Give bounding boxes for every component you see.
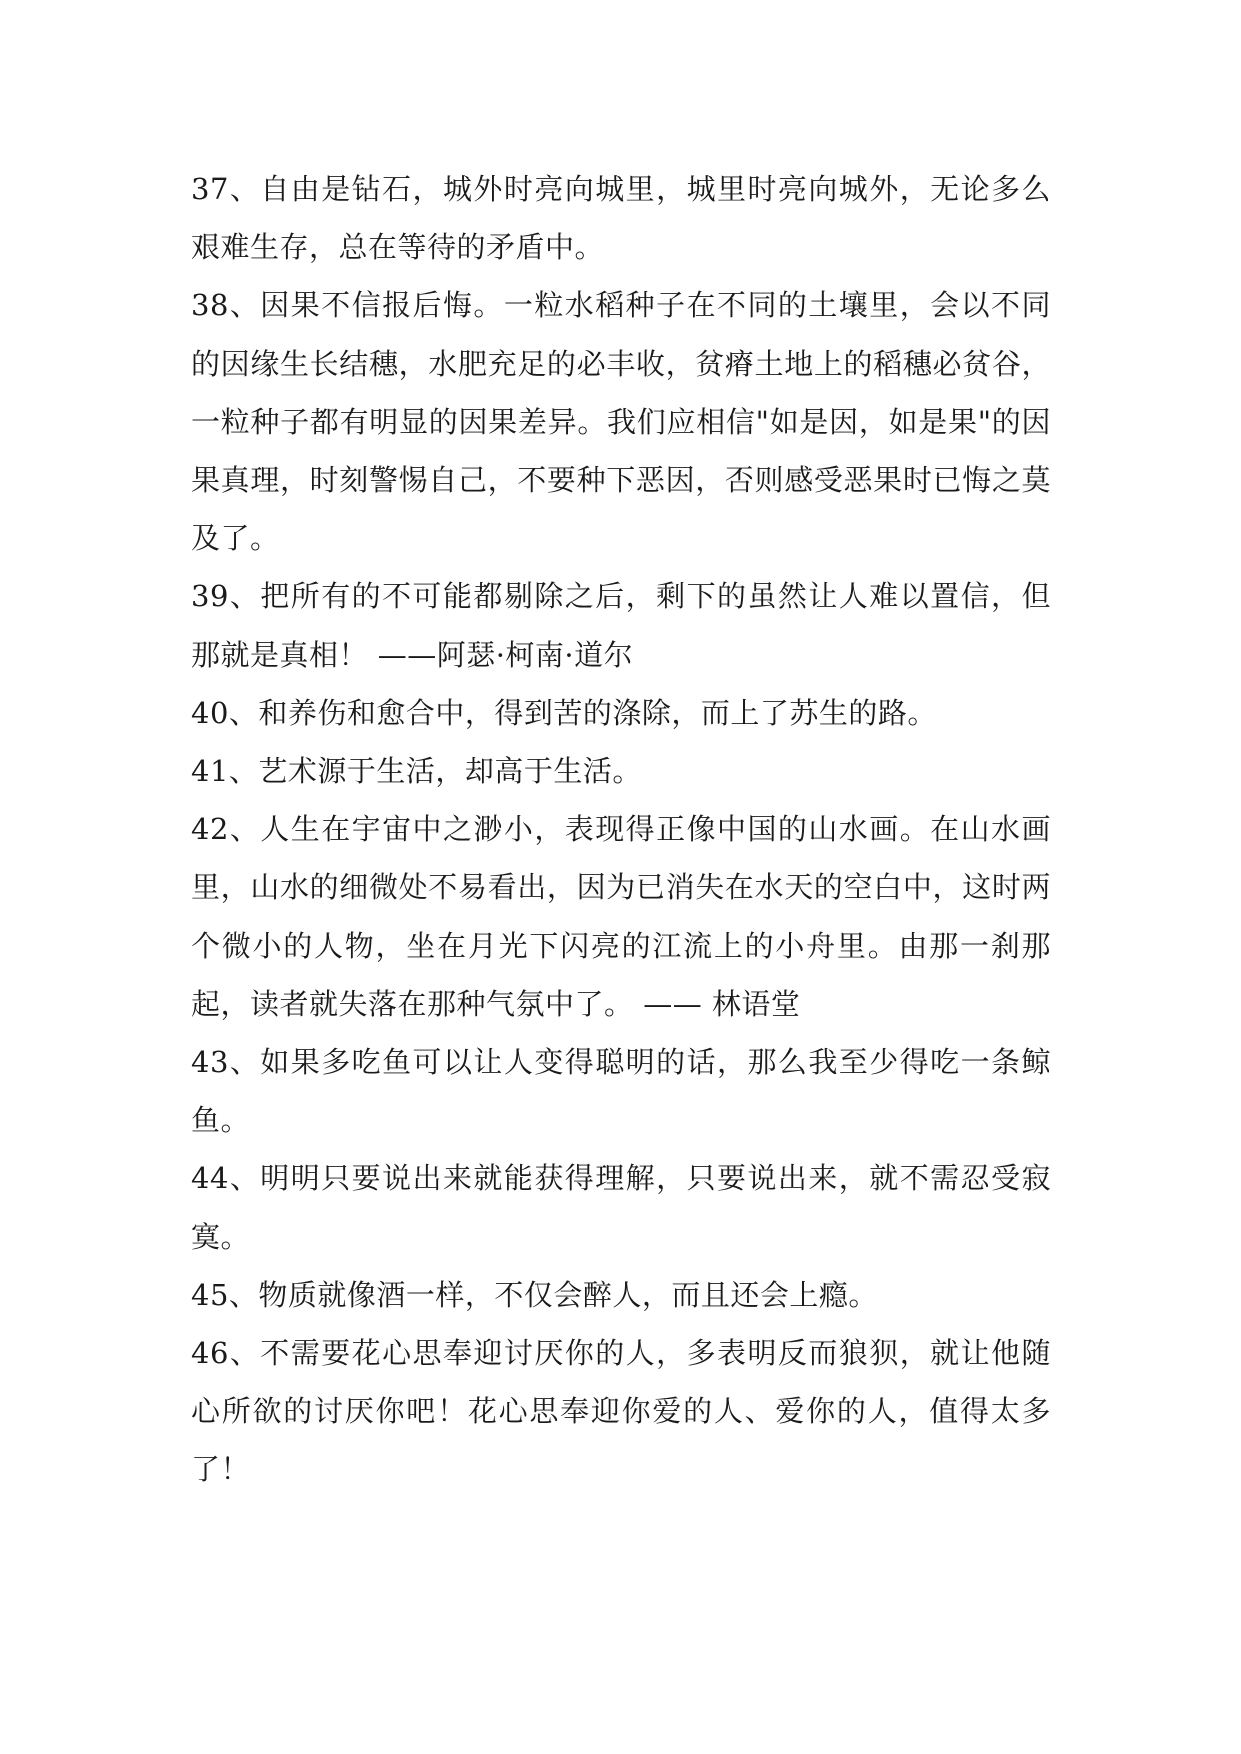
quote-entry-45: 45、物质就像酒一样，不仅会醉人，而且还会上瘾。	[191, 1277, 878, 1312]
quote-list	[191, 160, 1051, 1499]
quote-entry-40: 40、和养伤和愈合中，得到苦的涤除，而上了苏生的路。	[191, 695, 937, 730]
quote-entry-46: 46、不需要花心思奉迎讨厌你的人，多表明反而狼狈，就让他随心所欲的讨厌你吧！花心思奉迎你爱的人、爱你的人，值得太多了！	[191, 1336, 1051, 1487]
quote-entry-38: 38、因果不信报后悔。一粒水稻种子在不同的土壤里，会以不同的因缘生长结穗，水肥充足的必丰收，贫瘠土地上的稻穗必贫谷，一粒种子都有明显的因果差异。我们应相信"如是因，如是果"的因果真理，时刻警惕自己，不要种下恶因，否则感受恶果时已悔之莫及了。	[191, 288, 1051, 556]
quote-entry-41: 41、艺术源于生活，却高于生活。	[191, 754, 642, 789]
quote-entry-42: 42、人生在宇宙中之渺小，表现得正像中国的山水画。在山水画里，山水的细微处不易看出，因为已消失在水天的空白中，这时两个微小的人物，坐在月光下闪亮的江流上的小舟里。由那一刹那起，读者就失落在那种气氛中了。 —— 林语堂	[191, 812, 1051, 1021]
quote-entry-43: 43、如果多吃鱼可以让人变得聪明的话，那么我至少得吃一条鲸鱼。	[191, 1045, 1051, 1138]
quote-entry-37: 37、自由是钻石，城外时亮向城里，城里时亮向城外，无论多么艰难生存，总在等待的矛盾中。	[191, 172, 1051, 265]
quote-entry-44: 44、明明只要说出来就能获得理解，只要说出来，就不需忍受寂寞。	[191, 1161, 1051, 1254]
quote-entry-39: 39、把所有的不可能都剔除之后，剩下的虽然让人难以置信，但那就是真相！ ——阿瑟·柯南·道尔	[191, 579, 1051, 672]
